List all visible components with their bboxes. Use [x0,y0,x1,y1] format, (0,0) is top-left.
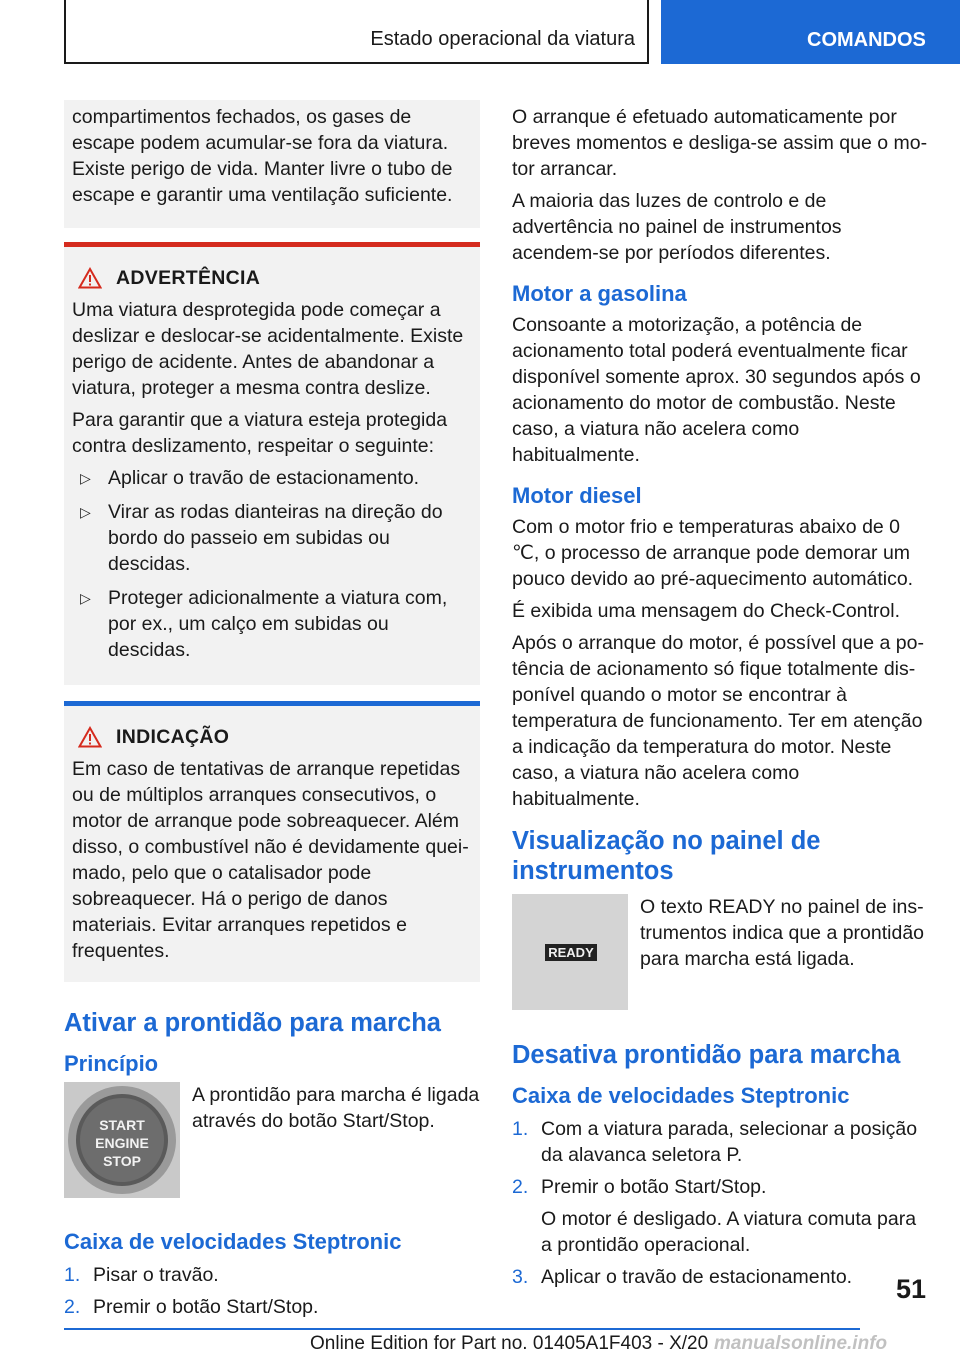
display-section [512,894,928,1010]
footer-edition: Online Edition for Part no. 01405A1F403 - X/20 [310,1333,709,1354]
header-chapter-tab [661,0,960,64]
left-column [64,100,480,1326]
start-stop-button-image [64,1082,180,1198]
warning-box [64,242,480,685]
page-number: 51 [896,1274,927,1304]
heading-activate: Ativar a prontidão para marcha [64,1009,441,1037]
watermark: manualsonline.info [714,1333,888,1354]
ready-indicator: READY [545,944,597,961]
notice-box [64,701,480,982]
notice-triangle-icon [78,726,102,748]
notice-paragraph: Em caso de tentativas de arranque repetidas ou de múltiplos arranques consecutivos, o motor de arranque pode sobreaquecer. Além disso, o combustível não é devidamente queimado, pelo que o catalisador pode sobreaquecer. Há o perigo de danos materiais. Evitar arranques repetidos e frequentes. [72,758,469,962]
list-item: 1. Com a viatura parada, selecionar a posição da alavanca seletora P. [512,1118,918,1166]
intro-text: compartimentos fechados, os gases de escape podem acumular-se fora da viatura. Existe perigo de vida. Manter livre o tubo de escape e garantir uma ventilação suficiente. [72,106,453,206]
warning-bullet-list [72,465,472,663]
bullet-arrow-icon: ▷ [80,504,91,520]
heading-diesel: Motor diesel [512,483,642,508]
list-item: ▷ Aplicar o travão de estacionamento. [80,467,420,489]
right-paragraph-2: A maioria das luzes de controlo e de advertência no painel de instrumentos acendem-se por períodos diferentes. [512,190,842,264]
footer-divider [64,1328,860,1330]
principle-section [64,1082,480,1198]
right-paragraph-1: O arranque é efetuado automaticamente por breves momentos e desliga-se assim que o motor arrancar. [512,106,928,180]
heading-gasoline: Motor a gasolina [512,281,687,306]
warning-paragraph-1: Uma viatura desprotegida pode começar a deslizar e deslocar-se acidentalmente. Existe perigo de acidente. Antes de abandonar a viatura, proteger a mesma contra deslize. [72,299,464,399]
warning-title: ADVERTÊNCIA [116,267,261,289]
list-item: ▷ Virar as rodas dianteiras na direção do bordo do passeio em subidas ou descidas. [80,501,443,575]
list-item: 1. Pisar o travão. [64,1264,219,1286]
list-item: 3. Aplicar o travão de estacionamento. [512,1266,853,1288]
notice-header [72,724,472,750]
list-item: 2. Premir o botão Start/Stop. [64,1296,319,1318]
right-column [512,104,928,1296]
heading-principle: Princípio [64,1051,159,1076]
header-section-box [64,0,649,64]
intro-box [64,100,480,228]
warning-paragraph-2: Para garantir que a viatura esteja protegida contra deslizamento, respeitar o seguinte: [72,409,448,457]
start-engine-stop-label: START ENGINE STOP [95,1117,149,1169]
list-item: ▷ Proteger adicionalmente a viatura com, por ex., um calço em subidas ou descidas. [80,587,448,661]
bullet-arrow-icon: ▷ [80,470,91,486]
diesel-paragraph-2: É exibida uma mensagem do Check-Control. [512,600,901,622]
display-text: O texto READY no painel de instrumentos indica que a prontidão para marcha está ligada. [640,896,925,970]
diesel-paragraph-3: Após o arranque do motor, é possível que a potência de acionamento só fique totalmente disponível quando o motor se encontrar à temperatura de funcionamento. Ter em atenção a indicação da temperatura do motor. Neste caso, a viatura não acelera como habitualmente. [512,632,924,810]
activate-steps-list [64,1262,480,1320]
heading-steptronic-left: Caixa de velocidades Steptronic [64,1229,402,1254]
header-section-title: Estado operacional da viatura [370,28,635,50]
principle-text: A prontidão para marcha é ligada através do botão Start/Stop. [192,1084,480,1132]
heading-steptronic-right: Caixa de velocidades Steptronic [512,1083,850,1108]
warning-header [72,265,472,291]
warning-triangle-icon [78,267,102,289]
deactivate-steps-list [512,1116,928,1290]
gasoline-text: Consoante a motorização, a potência de acionamento total poderá eventualmente ficar disponível somente aprox. 30 segundos após o acionamento do motor de combustão. Neste caso, a viatura não acelera como habitualmente. [512,314,921,466]
diesel-paragraph-1: Com o motor frio e temperaturas abaixo de 0 ℃, o processo de arranque pode demorar um pouco devido ao pré-aquecimento automático. [512,516,914,590]
heading-deactivate: Desativa prontidão para marcha [512,1041,901,1069]
step-sub-text: O motor é desligado. A viatura comuta para a prontidão operacional. [541,1208,917,1256]
bullet-arrow-icon: ▷ [80,590,91,606]
ready-display-image [512,894,628,1010]
list-item: 2. Premir o botão Start/Stop. O motor é desligado. A viatura comuta para a prontidão operacional. [512,1174,928,1258]
heading-display: Visualização no painel de instrumentos [512,827,821,885]
header-chapter-title: COMANDOS [807,29,926,51]
notice-title: INDICAÇÃO [116,726,230,748]
